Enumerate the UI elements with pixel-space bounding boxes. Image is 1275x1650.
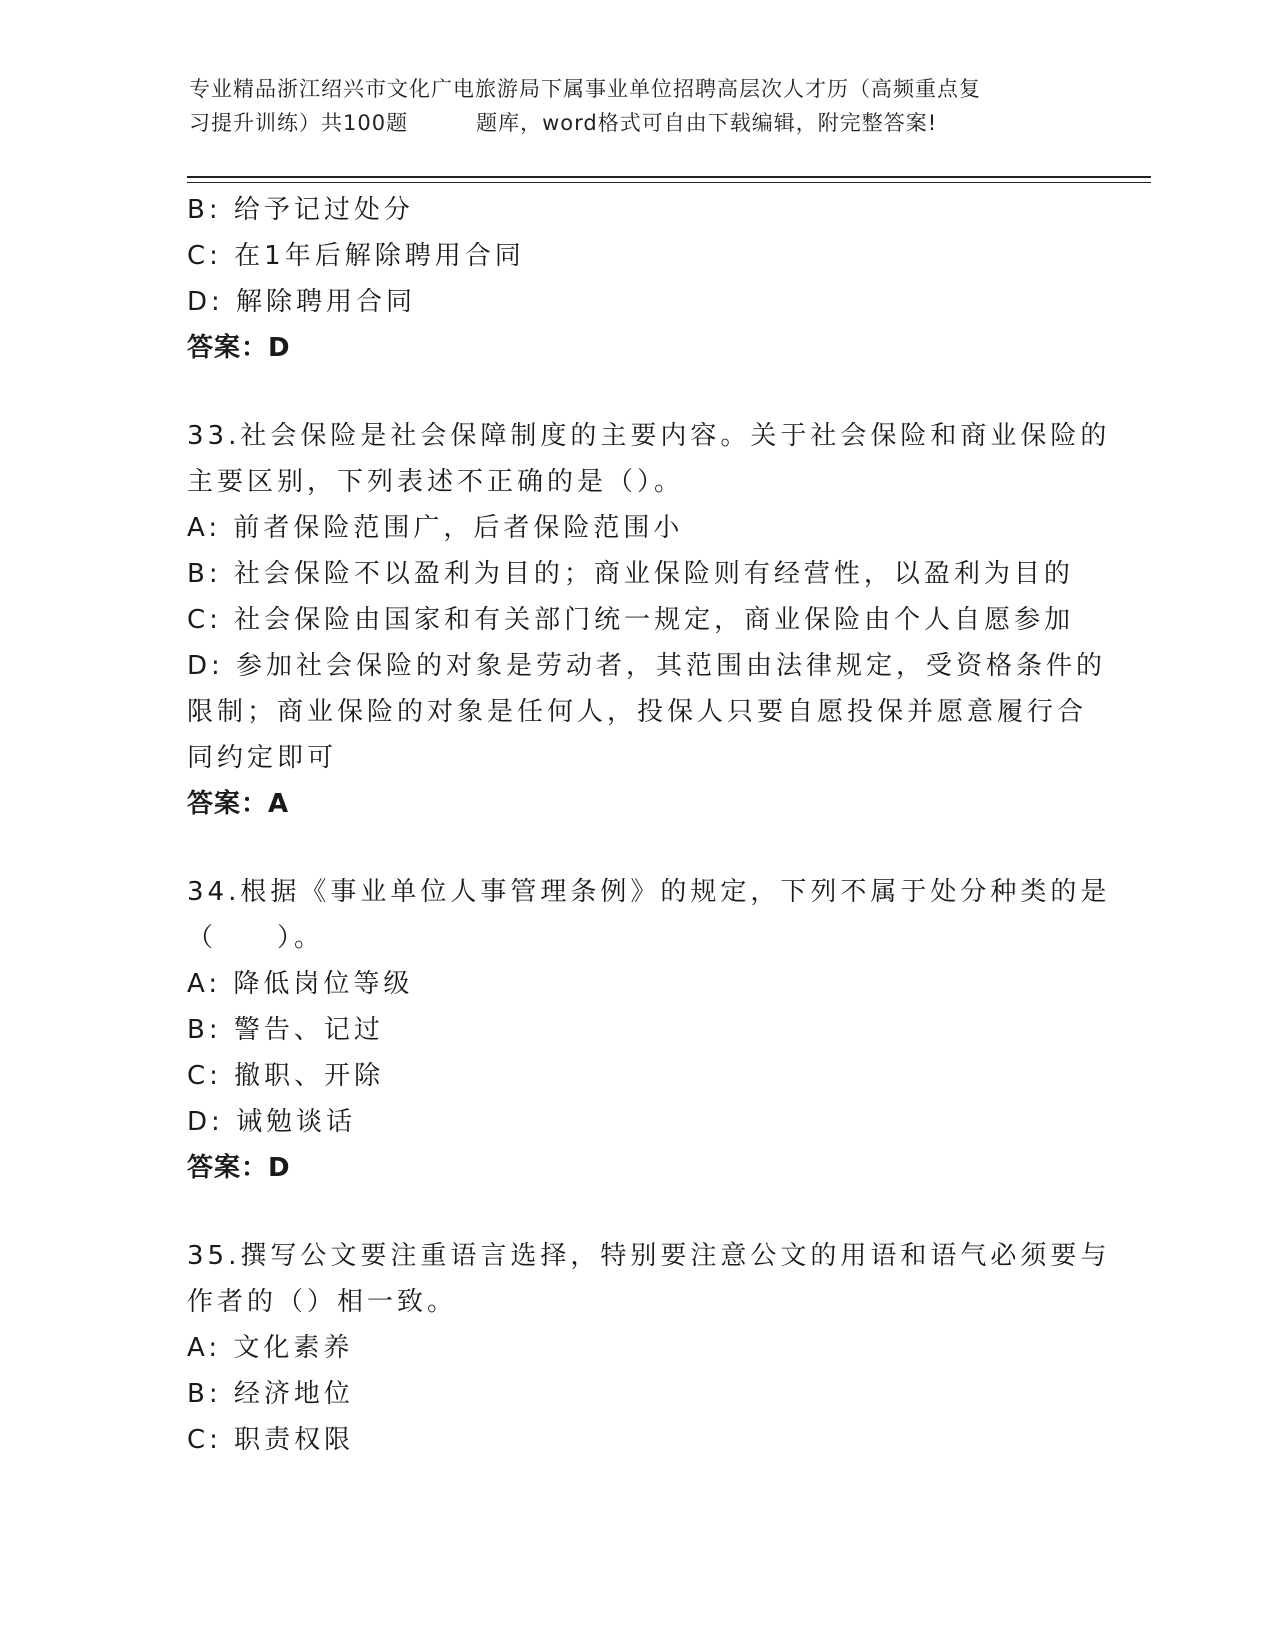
question-stem-line: 主要区别，下列表述不正确的是（）。 [187,467,685,497]
option-d-continued: 限制；商业保险的对象是任何人，投保人只要自愿投保并愿意履行合 [187,697,1088,727]
question-stem-line: 33.社会保险是社会保障制度的主要内容。关于社会保险和商业保险的 [187,421,1111,451]
header-line-2-part-a: 习提升训练）共100题 [189,111,409,135]
question-32 [187,187,1087,371]
option-a: A: 前者保险范围广，后者保险范围小 [187,513,684,543]
option-d: D: 参加社会保险的对象是劳动者，其范围由法律规定，受资格条件的 [187,651,1107,681]
header-divider-thin [187,182,1151,183]
answer: 答案：D [187,333,291,363]
question-stem-line: 35.撰写公文要注重语言选择，特别要注意公文的用语和语气必须要与 [187,1241,1111,1271]
question-stem-line: （ ）。 [187,923,325,953]
question-34 [187,869,1111,1191]
option-c: C: 撤职、开除 [187,1061,385,1091]
option-b: B: 经济地位 [187,1379,354,1409]
header-line-2 [189,106,1089,140]
option-c: C: 职责权限 [187,1425,355,1455]
answer: 答案：A [187,789,290,819]
header-line-2-part-b: 题库，word格式可自由下载编辑，附完整答案! [476,111,938,135]
option-b: B: 社会保险不以盈利为目的；商业保险则有经营性，以盈利为目的 [187,559,1074,589]
option-d: D: 解除聘用合同 [187,287,417,317]
question-33 [187,413,1111,827]
option-c: C: 在1年后解除聘用合同 [187,241,525,271]
question-35 [187,1233,1111,1463]
option-b: B: 给予记过处分 [187,195,414,225]
option-c: C: 社会保险由国家和有关部门统一规定，商业保险由个人自愿参加 [187,605,1075,635]
option-d: D: 诫勉谈话 [187,1107,357,1137]
option-a: A: 文化素养 [187,1333,354,1363]
option-a: A: 降低岗位等级 [187,969,414,999]
option-b: B: 警告、记过 [187,1015,384,1045]
question-stem-line: 作者的（）相一致。 [187,1287,458,1317]
page-header [189,72,1089,140]
header-line-1: 专业精品浙江绍兴市文化广电旅游局下属事业单位招聘高层次人才历（高频重点复 [189,77,981,101]
header-divider-thick [187,176,1151,178]
question-stem-line: 34.根据《事业单位人事管理条例》的规定，下列不属于处分种类的是 [187,877,1111,907]
answer: 答案：D [187,1153,291,1183]
question-list [187,187,1111,1463]
option-d-continued: 同约定即可 [187,743,338,773]
